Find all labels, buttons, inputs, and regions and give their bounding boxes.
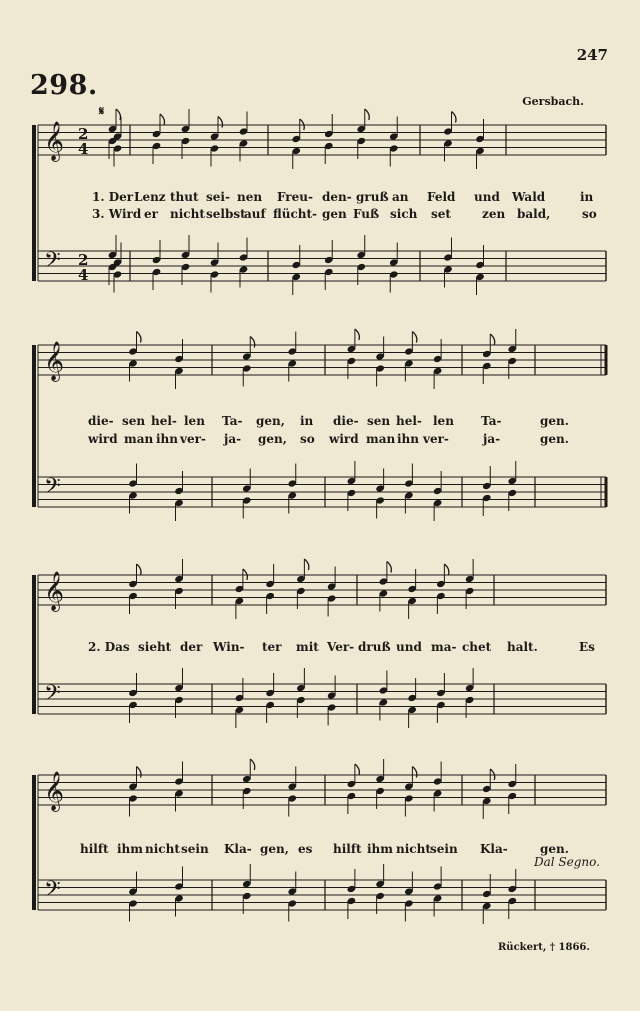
- lyric-s2-v1-1: die-: [88, 414, 114, 428]
- lyric-s3-12: halt.: [507, 640, 538, 654]
- lyric-s3-5: ter: [262, 640, 282, 654]
- lyric-s2-v1-8: die-: [333, 414, 359, 428]
- lyric-s1-v3-9: sich: [390, 207, 418, 221]
- lyric-s1-v3-6: flücht-: [273, 207, 318, 221]
- lyric-s1-v1-12: Wald: [512, 190, 546, 204]
- note-flag: [116, 109, 121, 120]
- lyric-s4-9: ihm: [367, 842, 393, 856]
- lyric-s4-10: nicht: [396, 842, 431, 856]
- note-flag: [250, 759, 255, 770]
- lyric-s1-v1-1: 1. Der: [92, 190, 134, 204]
- lyric-s2-v3-2: man: [124, 432, 154, 446]
- lyric-s2-v1-5: Ta-: [222, 414, 243, 428]
- author-credit: Rückert, † 1866.: [498, 942, 590, 953]
- lyric-s4-4: sein: [181, 842, 209, 856]
- lyric-s2-v3-11: ver-: [423, 432, 449, 446]
- lyric-s2-v1-9: sen: [367, 414, 391, 428]
- lyric-s3-8: druß: [358, 640, 391, 654]
- note-flag: [137, 564, 142, 575]
- lyric-s1-v1-6: Freu-: [277, 190, 313, 204]
- lyric-s1-v3-2: er: [144, 207, 158, 221]
- lyric-s3-3: der: [180, 640, 203, 654]
- lyric-s2-v3-7: so: [300, 432, 315, 446]
- lyric-s3-11: chet: [462, 640, 492, 654]
- time-signature-bottom: 4: [78, 266, 89, 284]
- lyric-s1-v3-13: so: [582, 207, 597, 221]
- lyric-s2-v1-6: gen,: [256, 414, 285, 428]
- note-flag: [137, 767, 142, 778]
- bass-clef-icon: 𝄢: [44, 474, 61, 504]
- page-number: 247: [576, 46, 608, 64]
- lyric-s2-v3-13: gen.: [540, 432, 569, 446]
- lyric-s2-v1-2: sen: [122, 414, 146, 428]
- bass-clef-icon: 𝄢: [44, 681, 61, 711]
- note-flag: [137, 332, 142, 343]
- lyric-s2-v3-5: ja-: [224, 432, 242, 446]
- dal-segno-marking: Dal Segno.: [534, 855, 600, 869]
- bass-clef-icon: 𝄢: [44, 877, 61, 907]
- lyric-s4-5: Kla-: [224, 842, 252, 856]
- lyric-s1-v1-7: den-: [322, 190, 352, 204]
- staves-layer: [34, 121, 606, 910]
- note-flag: [412, 767, 417, 778]
- time-signature-top: 2: [78, 125, 89, 143]
- note-flag: [304, 559, 309, 570]
- lyric-s4-8: hilft: [333, 842, 362, 856]
- lyric-s2-v3-10: ihn: [397, 432, 420, 446]
- note-flag: [355, 329, 360, 340]
- treble-clef-icon: 𝄞: [44, 341, 65, 381]
- lyric-s2-v1-12: Ta-: [481, 414, 502, 428]
- lyric-s1-v3-1: 3. Wird: [92, 207, 142, 221]
- lyric-s2-v3-4: ver-: [180, 432, 206, 446]
- lyric-s1-v1-3: thut: [170, 190, 199, 204]
- lyric-s1-v1-10: Feld: [427, 190, 456, 204]
- lyric-s1-v3-12: bald,: [517, 207, 551, 221]
- note-flag: [412, 332, 417, 343]
- lyric-s3-9: und: [396, 640, 422, 654]
- lyric-s1-v1-13: in: [580, 190, 594, 204]
- lyric-s4-3: nicht: [145, 842, 180, 856]
- lyric-s4-1: hilft: [80, 842, 109, 856]
- lyric-s3-6: mit: [296, 640, 319, 654]
- lyric-s2-v1-10: hel-: [396, 414, 422, 428]
- lyric-s4-7: es: [298, 842, 313, 856]
- time-signature-bottom: 4: [78, 140, 89, 158]
- lyric-s1-v1-8: gruß: [356, 190, 389, 204]
- lyric-s1-v3-4: selbst: [206, 207, 246, 221]
- lyric-s2-v3-8: wird: [329, 432, 359, 446]
- lyric-s2-v1-4: len: [184, 414, 205, 428]
- note-flag: [452, 112, 457, 123]
- treble-clef-icon: 𝄞: [44, 571, 65, 611]
- hymn-number: 298.: [30, 70, 98, 101]
- composer-credit: Gersbach.: [522, 95, 584, 108]
- lyric-s3-7: Ver-: [327, 640, 355, 654]
- lyric-s2-v1-13: gen.: [540, 414, 569, 428]
- lyric-s1-v1-11: und: [474, 190, 500, 204]
- note-flag: [250, 337, 255, 348]
- lyric-s4-2: ihm: [117, 842, 143, 856]
- lyric-s3-13: Es: [579, 640, 595, 654]
- note-flag: [365, 109, 370, 120]
- bass-clef-icon: 𝄢: [44, 248, 61, 278]
- note-flag: [355, 764, 360, 775]
- lyric-s3-1: 2. Das: [88, 640, 130, 654]
- lyric-s2-v3-3: ihn: [156, 432, 179, 446]
- lyric-s1-v1-2: Lenz: [134, 190, 166, 204]
- notes-layer: [108, 109, 517, 924]
- lyric-s3-4: Win-: [213, 640, 245, 654]
- lyric-s2-v1-3: hel-: [151, 414, 177, 428]
- lyric-s2-v3-1: wird: [88, 432, 118, 446]
- lyric-s4-6: gen,: [260, 842, 289, 856]
- lyric-s4-11: sein: [430, 842, 458, 856]
- lyric-s2-v3-12: ja-: [483, 432, 501, 446]
- lyric-s3-10: ma-: [431, 640, 457, 654]
- lyric-s3-2: sieht: [138, 640, 172, 654]
- note-flag: [218, 117, 223, 128]
- lyric-s2-v1-11: len: [433, 414, 454, 428]
- lyric-s1-v1-5: nen: [237, 190, 263, 204]
- lyric-s1-v1-9: an: [392, 190, 409, 204]
- treble-clef-icon: 𝄞: [44, 121, 65, 161]
- treble-clef-icon: 𝄞: [44, 771, 65, 811]
- lyric-s2-v3-6: gen,: [258, 432, 287, 446]
- lyric-s4-13: gen.: [540, 842, 569, 856]
- lyric-s2-v1-7: in: [300, 414, 314, 428]
- note-flag: [160, 114, 165, 125]
- note-flag: [490, 334, 495, 345]
- lyric-s1-v3-11: zen: [482, 207, 506, 221]
- lyric-s1-v3-5: auf: [244, 207, 266, 221]
- lyric-s4-12: Kla-: [480, 842, 508, 856]
- lyric-s1-v3-8: Fuß: [353, 207, 380, 221]
- lyric-s1-v1-4: sei-: [206, 190, 230, 204]
- segno-sign: 𝄋: [99, 104, 105, 118]
- lyric-s2-v3-9: man: [366, 432, 396, 446]
- note-flag: [387, 562, 392, 573]
- lyric-s1-v3-10: set: [431, 207, 451, 221]
- note-flag: [444, 564, 449, 575]
- time-signature-top: 2: [78, 251, 89, 269]
- lyric-s1-v3-3: nicht: [170, 207, 205, 221]
- lyric-s1-v3-7: gen: [322, 207, 347, 221]
